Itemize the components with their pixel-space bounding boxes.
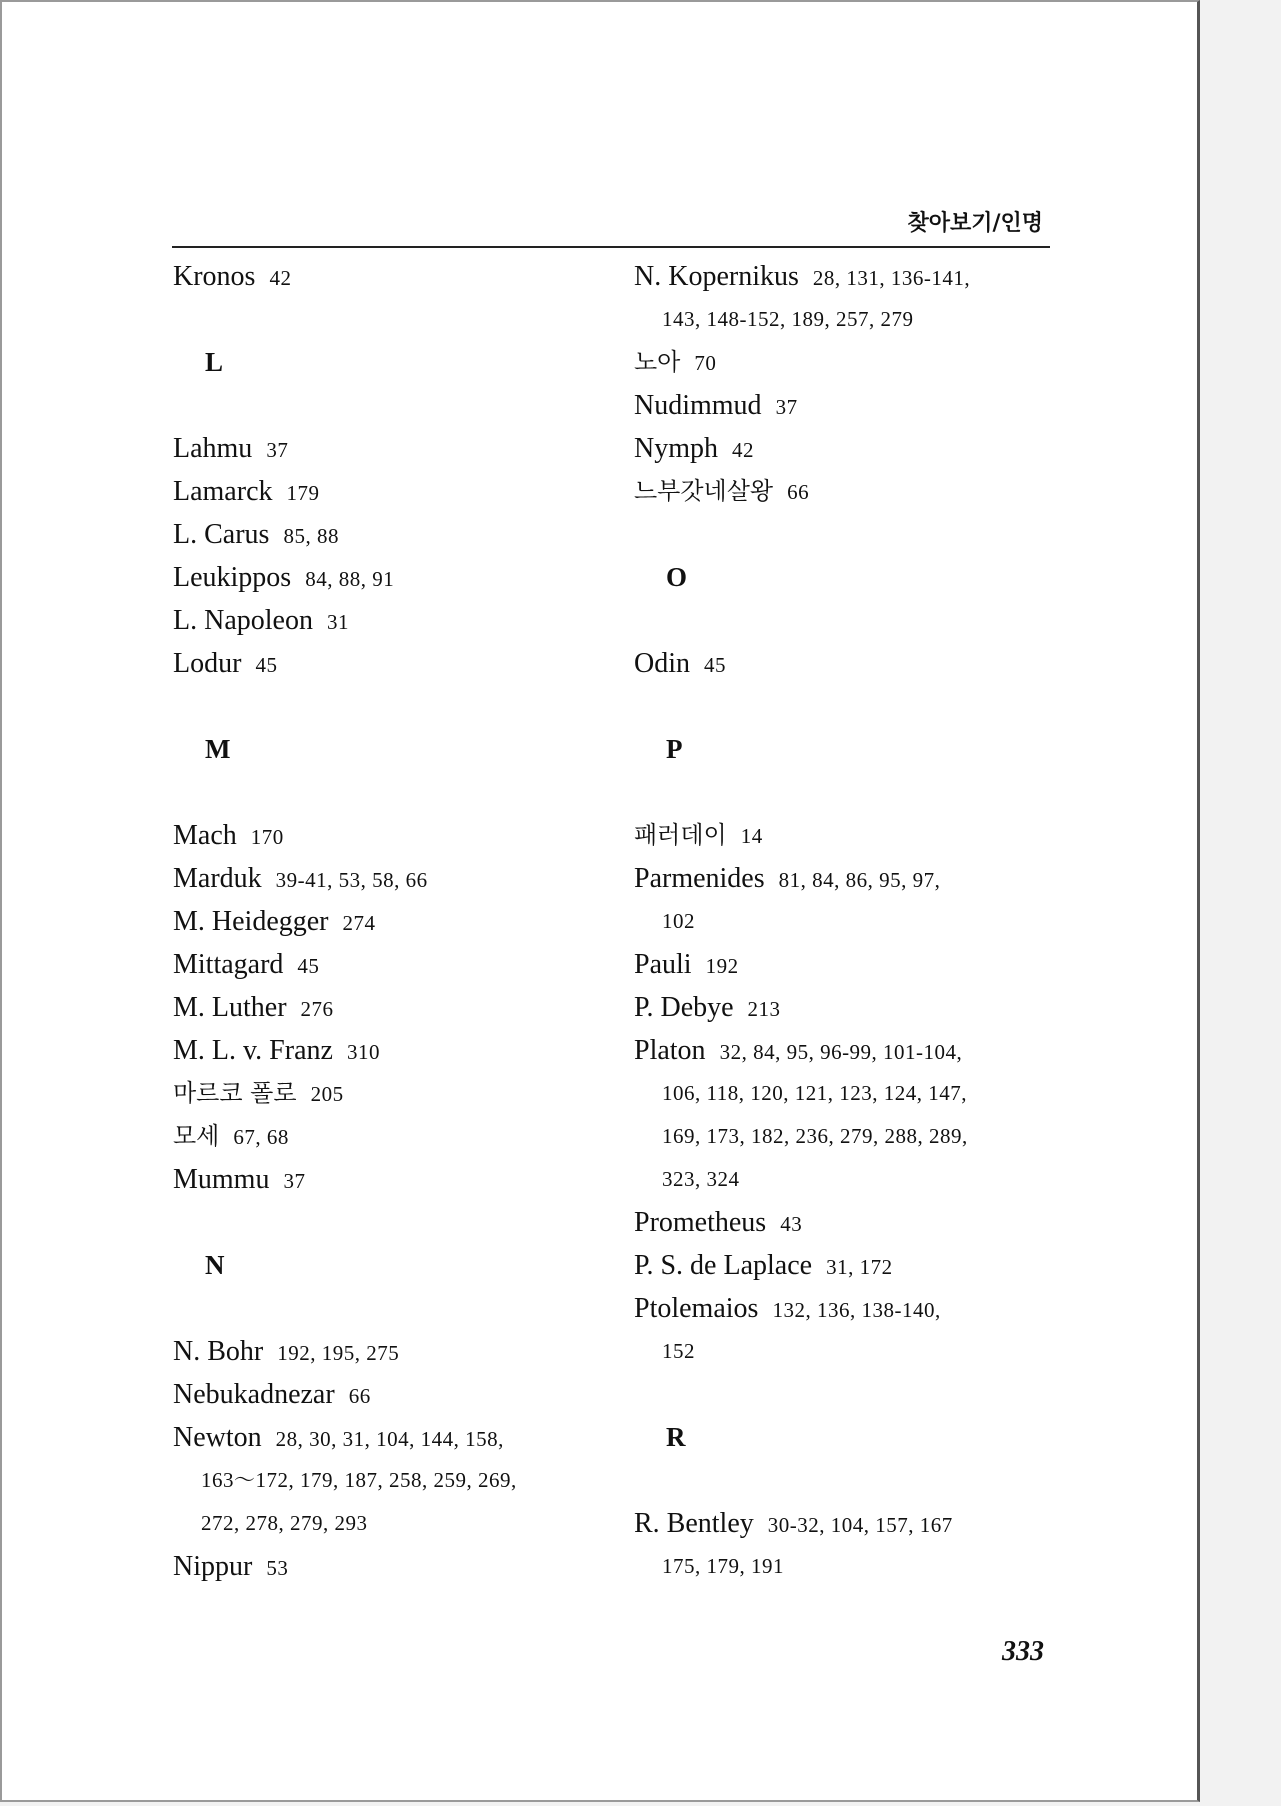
- index-entry: [173, 470, 613, 513]
- entry-name: M. Heidegger: [173, 906, 329, 937]
- entry-pages: 66: [787, 480, 810, 504]
- index-entry: [634, 943, 1074, 986]
- index-entry: [173, 1416, 613, 1459]
- index-column-left: [173, 255, 613, 1588]
- entry-pages: 45: [704, 653, 726, 677]
- index-entry: [173, 943, 613, 986]
- entry-pages: 310: [346, 1040, 380, 1064]
- entry-name: 느부갓네살왕: [634, 477, 774, 505]
- entry-name: Lamarck: [173, 476, 273, 507]
- entry-name: 노아: [634, 348, 681, 376]
- entry-name: Prometheus: [634, 1207, 767, 1238]
- header-rule: [172, 246, 1050, 248]
- index-entry: [634, 1287, 1074, 1330]
- entry-pages: 70: [694, 351, 717, 375]
- entry-name: Nudimmud: [634, 390, 762, 421]
- entry-name: Parmenides: [634, 863, 765, 894]
- index-entry: [173, 255, 613, 298]
- entry-name: Ptolemaios: [634, 1293, 759, 1324]
- entry-name: M. L. v. Franz: [173, 1035, 333, 1066]
- index-entry: [173, 427, 613, 470]
- entry-pages: 179: [286, 481, 320, 505]
- entry-name: 패러데이: [634, 821, 727, 849]
- index-entry: [173, 857, 613, 900]
- index-entry: [634, 384, 1074, 427]
- index-entry: [634, 1502, 1074, 1545]
- entry-pages: 30-32, 104, 157, 167: [767, 1513, 953, 1537]
- entry-pages: 31: [326, 610, 349, 634]
- index-entry: [173, 1158, 613, 1201]
- entry-pages: 66: [348, 1384, 371, 1408]
- entry-pages: 37: [283, 1169, 306, 1193]
- running-header: 찾아보기/인명: [907, 211, 1043, 236]
- entry-name: Newton: [173, 1422, 262, 1453]
- index-entry: [634, 1201, 1074, 1244]
- index-entry: [173, 513, 613, 556]
- entry-name: Nippur: [173, 1551, 253, 1582]
- entry-pages-continued: 102: [662, 909, 695, 933]
- index-entry: [634, 642, 1074, 685]
- entry-name: P. Debye: [634, 992, 734, 1023]
- entry-pages: 276: [300, 997, 334, 1021]
- entry-pages: 67, 68: [233, 1125, 289, 1149]
- entry-name: Lahmu: [173, 433, 253, 464]
- entry-pages: 37: [266, 438, 289, 462]
- index-entry: [173, 1373, 613, 1416]
- entry-pages: 170: [250, 825, 284, 849]
- entry-pages-continued: 169, 173, 182, 236, 279, 288, 289,: [662, 1124, 968, 1148]
- entry-pages: 132, 136, 138-140,: [772, 1298, 941, 1322]
- index-entry: [173, 986, 613, 1029]
- entry-name: P. S. de Laplace: [634, 1250, 813, 1281]
- entry-pages: 192, 195, 275: [277, 1341, 400, 1365]
- index-entry: [173, 1072, 613, 1115]
- entry-pages: 32, 84, 95, 96-99, 101-104,: [719, 1040, 963, 1064]
- entry-name: L. Napoleon: [173, 605, 313, 636]
- entry-name: 마르코 폴로: [173, 1079, 297, 1107]
- index-entry: [173, 642, 613, 685]
- entry-name: L. Carus: [173, 519, 270, 550]
- section-heading: N: [205, 1250, 225, 1280]
- entry-name: 모세: [173, 1122, 220, 1150]
- entry-pages: 37: [775, 395, 798, 419]
- entry-name: Marduk: [173, 863, 262, 894]
- entry-pages: 45: [255, 653, 278, 677]
- entry-pages: 213: [747, 997, 781, 1021]
- index-entry: [634, 341, 1074, 384]
- index-column-right: [634, 255, 1074, 1588]
- entry-name: Nymph: [634, 433, 718, 464]
- page-number: 333: [1002, 1636, 1044, 1667]
- entry-name: Mummu: [173, 1164, 270, 1195]
- entry-name: Mach: [173, 820, 237, 851]
- entry-pages-continued: 143, 148-152, 189, 257, 279: [662, 307, 914, 331]
- entry-pages: 274: [342, 911, 376, 935]
- entry-pages: 42: [269, 266, 292, 290]
- index-entry: [173, 814, 613, 857]
- index-entry: [173, 1545, 613, 1588]
- entry-pages: 31, 172: [826, 1255, 893, 1279]
- entry-pages: 28, 131, 136-141,: [812, 266, 971, 290]
- entry-pages: 53: [266, 1556, 289, 1580]
- entry-pages-continued: 106, 118, 120, 121, 123, 124, 147,: [662, 1081, 967, 1105]
- section-heading: M: [205, 734, 231, 764]
- entry-name: N. Kopernikus: [634, 261, 799, 292]
- index-entry: [173, 900, 613, 943]
- index-entry: [634, 857, 1074, 900]
- entry-pages: 28, 30, 31, 104, 144, 158,: [275, 1427, 504, 1451]
- index-entry: [634, 255, 1074, 298]
- entry-pages: 192: [705, 954, 739, 978]
- section-heading: L: [205, 347, 224, 377]
- entry-name: Leukippos: [173, 562, 292, 593]
- entry-name: Odin: [634, 648, 690, 679]
- entry-name: Nebukadnezar: [173, 1379, 335, 1410]
- entry-pages: 14: [740, 824, 763, 848]
- entry-pages-continued: 323, 324: [662, 1167, 740, 1191]
- entry-pages: 42: [732, 438, 754, 462]
- entry-pages: 43: [780, 1212, 803, 1236]
- index-entry: [173, 1029, 613, 1072]
- entry-name: R. Bentley: [634, 1508, 754, 1539]
- index-entry: [173, 556, 613, 599]
- section-heading: P: [666, 734, 683, 764]
- index-entry: [173, 1115, 613, 1158]
- index-entry: [634, 1029, 1074, 1072]
- entry-pages: 81, 84, 86, 95, 97,: [778, 868, 941, 892]
- entry-name: Lodur: [173, 648, 242, 679]
- entry-pages: 39-41, 53, 58, 66: [275, 868, 428, 892]
- entry-pages: 84, 88, 91: [305, 567, 395, 591]
- entry-name: N. Bohr: [173, 1336, 264, 1367]
- section-heading: O: [666, 562, 688, 592]
- entry-pages: 205: [310, 1082, 344, 1106]
- index-entry: [634, 427, 1074, 470]
- entry-pages: 45: [297, 954, 320, 978]
- index-entry: [634, 986, 1074, 1029]
- index-entry: [173, 1330, 613, 1373]
- entry-name: Kronos: [173, 261, 256, 292]
- entry-name: Mittagard: [173, 949, 284, 980]
- entry-pages-continued: 175, 179, 191: [662, 1554, 784, 1578]
- index-entry: [634, 1244, 1074, 1287]
- entry-name: M. Luther: [173, 992, 287, 1023]
- entry-pages-continued: 272, 278, 279, 293: [201, 1511, 368, 1535]
- index-entry: [173, 599, 613, 642]
- entry-pages: 85, 88: [283, 524, 339, 548]
- entry-name: Pauli: [634, 949, 692, 980]
- entry-pages-continued: 152: [662, 1339, 695, 1363]
- entry-pages-continued: 163～172, 179, 187, 258, 259, 269,: [201, 1468, 517, 1492]
- index-entry: [634, 470, 1074, 513]
- index-entry: [634, 814, 1074, 857]
- section-heading: R: [666, 1422, 686, 1452]
- entry-name: Platon: [634, 1035, 706, 1066]
